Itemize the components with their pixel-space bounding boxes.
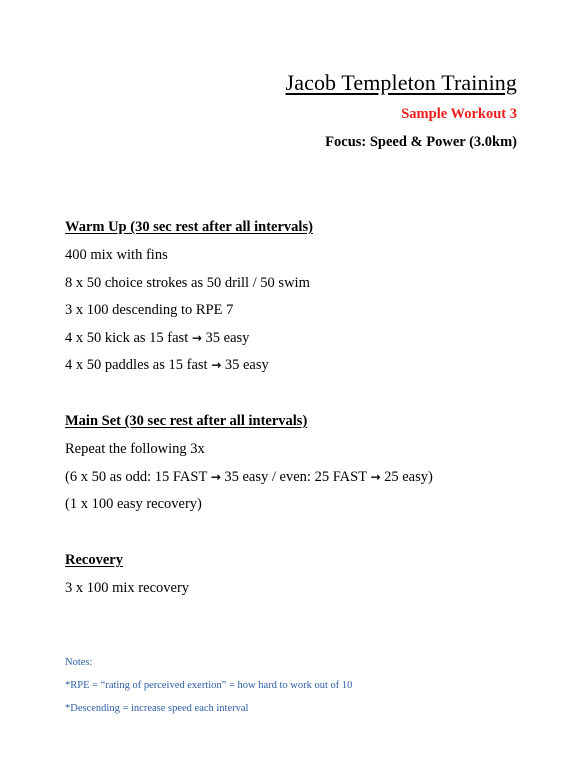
warmup-line-kick (65, 329, 535, 357)
main-set-heading: Main Set (30 sec rest after all intervals) (65, 413, 308, 429)
kick-text-after: 35 easy (201, 329, 250, 346)
arrow-icon: → (211, 358, 222, 372)
recovery-section (65, 551, 535, 607)
notes-heading: Notes: (65, 657, 93, 668)
warmup-line: 3 x 100 descending to RPE 7 (65, 302, 234, 318)
workout-focus: Focus: Speed & Power (3.0km) (325, 134, 517, 150)
document-subtitle: Sample Workout 3 (401, 106, 517, 122)
intervals-part-1: (6 x 50 as odd: 15 FAST (65, 468, 211, 485)
intervals-part-3: 25 easy) (380, 468, 433, 485)
note-rpe: *RPE = “rating of perceived exertion” = how hard to work out of 10 (65, 680, 353, 691)
warmup-line: 8 x 50 choice strokes as 50 drill / 50 swim (65, 274, 310, 291)
main-set-repeat: Repeat the following 3x (65, 441, 205, 457)
recovery-line: 3 x 100 mix recovery (65, 580, 190, 596)
intervals-part-2: 35 easy / even: 25 FAST (220, 468, 371, 485)
notes-block (65, 656, 352, 725)
arrow-icon: → (191, 330, 202, 345)
kick-text-before: 4 x 50 kick as 15 fast (65, 329, 192, 346)
paddles-text-before: 4 x 50 paddles as 15 fast (65, 357, 212, 373)
main-set-recovery-line: (1 x 100 easy recovery) (65, 496, 202, 512)
warmup-heading: Warm Up (30 sec rest after all intervals) (65, 219, 313, 235)
main-set-section (65, 412, 535, 523)
warmup-line: 400 mix with fins (65, 247, 168, 263)
warmup-section (65, 218, 535, 384)
main-set-intervals (65, 468, 535, 496)
warmup-line-paddles (65, 356, 535, 384)
recovery-heading: Recovery (65, 552, 123, 568)
arrow-icon: → (210, 469, 221, 484)
note-descending: *Descending = increase speed each interval (65, 703, 249, 714)
paddles-text-after: 35 easy (221, 357, 269, 373)
document-title: Jacob Templeton Training (285, 70, 517, 95)
arrow-icon: → (370, 469, 381, 484)
